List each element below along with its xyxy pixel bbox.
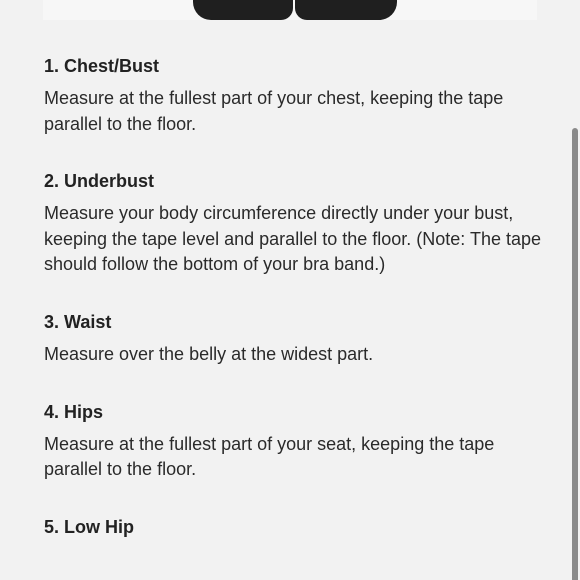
- section-title: 5. Low Hip: [44, 516, 134, 537]
- section-body: Measure over the belly at the widest part.: [44, 343, 374, 364]
- section-hips: [44, 400, 544, 483]
- section-low-hip: [44, 515, 544, 539]
- scrollbar[interactable]: [572, 0, 578, 580]
- measurement-guide: [44, 54, 544, 571]
- section-body: Measure at the fullest part of your seat, keeping the tape parallel to the floor.: [44, 433, 495, 480]
- section-chest-bust: [44, 54, 544, 137]
- product-image: [43, 0, 537, 20]
- section-title: 2. Underbust: [44, 171, 155, 192]
- garment-leg-left: [193, 0, 293, 20]
- section-waist: [44, 310, 544, 368]
- section-title: 4. Hips: [44, 401, 104, 422]
- garment-leg-right: [295, 0, 397, 20]
- section-title: 1. Chest/Bust: [44, 56, 160, 76]
- section-body: Measure at the fullest part of your chest, keeping the tape parallel to the floor.: [44, 88, 504, 134]
- section-title: 3. Waist: [44, 311, 112, 332]
- scrollbar-thumb[interactable]: [572, 128, 578, 580]
- section-underbust: [44, 169, 544, 278]
- section-body: Measure your body circumference directly under your bust, keeping the tape level and parallel to the floor. (Note: The tape should follow the bottom of your bra band.): [44, 203, 542, 275]
